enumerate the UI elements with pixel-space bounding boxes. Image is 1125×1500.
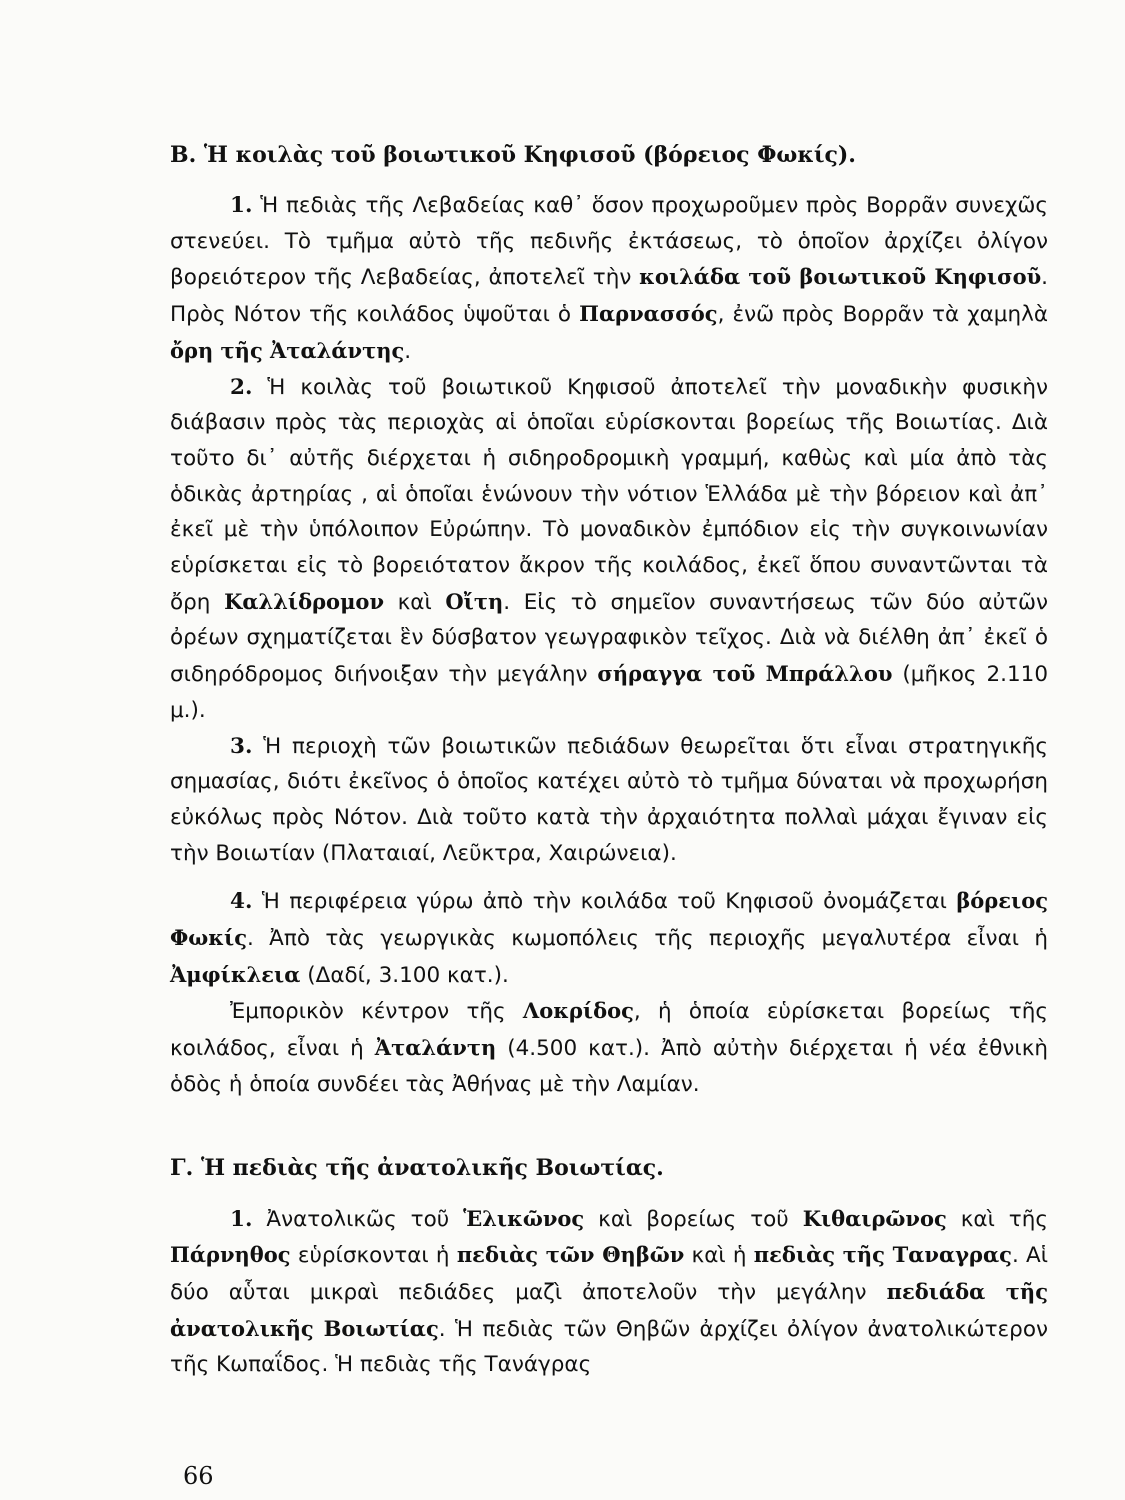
paragraph-number: 1. [230, 193, 253, 218]
bold-term: Ἑλικῶνος [463, 1205, 585, 1231]
text-run: (Δαδί, 3.100 κατ.). [300, 962, 509, 988]
paragraph-number: 2. [230, 374, 253, 400]
bold-term: σήραγγα τοῦ Μπράλλου [597, 661, 893, 687]
bold-term: Πάρνηθος [170, 1242, 291, 1268]
text-run: Ἐμπορικὸν κέντρον τῆς [230, 999, 523, 1025]
text-run: εὑρίσκονται ἡ [290, 1243, 457, 1269]
text-run: . Ἡ πεδιὰς τῶν Θηβῶν ἀρχίζει ὀλίγον ἀνατολικώτερον τῆς Κωπαΐδος. Ἡ πεδιὰς τῆς Τανάγρας [170, 1316, 1048, 1378]
paragraph-gap [170, 871, 1048, 883]
section-b-paragraph-4 [170, 883, 1048, 993]
section-b-paragraph-2 [170, 370, 1048, 729]
text-run: Ἡ περιοχὴ τῶν βοιωτικῶν πεδιάδων θεωρεῖται ὅτι εἶναι στρατηγικῆς σημασίας, διότι ἐκεῖνος ὁ ὁποῖος κατέχει αὐτὸ τὸ τμῆμα δύναται νὰ προχωρήση εὐκόλως πρὸς Νότον. Διὰ τοῦτο κατὰ τὴν ἀρχαιότητα πολλαὶ μάχαι ἔγιναν εἰς τὴν Βοιωτίαν (Πλαταιαί, Λεῦκτρα, Χαιρώνεια). [170, 733, 1048, 866]
text-run: (μῆκος 2.110 μ.). [170, 662, 1048, 723]
section-b-paragraph-3 [170, 729, 1048, 872]
bold-term: πεδιὰς τῶν Θηβῶν [456, 1242, 685, 1268]
text-run: . Εἰς τὸ σημεῖον συναντήσεως τῶν δύο αὐτῶν ὀρέων σχηματίζεται ἓν δύσβατον γεωγραφικὸν τεῖχος. Διὰ νὰ διέλθη ἀπ᾽ ἐκεῖ ὁ σιδηρόδρομος διήνοιξαν τὴν μεγάλην [170, 589, 1048, 688]
page-number: 66 [183, 1462, 214, 1490]
text-run: καὶ τῆς [946, 1206, 1048, 1232]
text-run: , ἡ ὁποία εὑρίσκεται βορείως τῆς κοιλάδος, εἶναι ἡ [170, 999, 1048, 1062]
bold-term: Ἀταλάντη [374, 1035, 497, 1061]
text-run: Ἡ πεδιὰς τῆς Λεβαδείας καθ᾽ ὅσον προχωροῦμεν πρὸς Βορρᾶν συνεχῶς στενεύει. Τὸ τμῆμα αὐτὸ τῆς πεδινῆς ἐκτάσεως, τὸ ὁποῖον ἀρχίζει ὀλίγον βορειότερον τῆς Λεβαδείας, ἀποτελεῖ τὴν [170, 193, 1048, 291]
section-b-heading: Β. Ἡ κοιλὰς τοῦ βοιωτικοῦ Κηφισοῦ (βόρειος Φωκίς). [170, 142, 856, 168]
text-run: Ἀνατολικῶς τοῦ [252, 1206, 464, 1232]
bold-term: Καλλίδρομον [224, 588, 385, 614]
section-b-paragraph-5 [170, 993, 1048, 1102]
section-g-heading: Γ. Ἡ πεδιὰς τῆς ἀνατολικῆς Βοιωτίας. [170, 1154, 664, 1181]
page-content [170, 142, 1048, 1383]
bold-term: Κιθαιρῶνος [802, 1205, 947, 1231]
text-run: . Αἱ δύο αὗται μικραὶ πεδιάδες μαζὶ ἀποτελοῦν τὴν μεγάλην [170, 1243, 1048, 1305]
bold-term: Ἀμφίκλεια [170, 961, 301, 987]
bold-term: Παρνασσός [579, 301, 718, 327]
section-g-paragraph-1 [170, 1201, 1048, 1384]
paragraph-number: 4. [230, 889, 253, 915]
text-run: . Ἀπὸ τὰς γεωργικὰς κωμοπόλεις τῆς περιοχῆς μεγαλυτέρα εἶναι ἡ [246, 926, 1048, 952]
bold-term: Λοκρίδος [522, 998, 634, 1024]
text-run: Ἡ περιφέρεια γύρω ἀπὸ τὴν κοιλάδα τοῦ Κηφισοῦ ὀνομάζεται [252, 889, 957, 915]
bold-term: κοιλάδα τοῦ βοιωτικοῦ Κηφισοῦ [639, 264, 1042, 290]
text-run: , ἐνῶ πρὸς Βορρᾶν τὰ χαμηλὰ [717, 302, 1048, 328]
text-run: Ἡ κοιλὰς τοῦ βοιωτικοῦ Κηφισοῦ ἀποτελεῖ τὴν μοναδικὴν φυσικὴν διάβασιν πρὸς τὰς περιοχὰς αἱ ὁποῖαι εὑρίσκονται βορείως τῆς Βοιωτίας. Διὰ τοῦτο δι᾽ αὐτῆς διέρχεται ἡ σιδηροδρομικὴ γραμμή, καθὼς καὶ μία ἀπὸ τὰς ὁδικὰς ἀρτηρίας , αἱ ὁποῖαι ἑνώνουν τὴν νότιον Ἑλλάδα μὲ τὴν βόρειον καὶ ἀπ᾽ ἐκεῖ μὲ τὴν ὑπόλοιπον Εὐρώπην. Τὸ μοναδικὸν ἐμπόδιον εἰς τὴν συγκοινωνίαν εὑρίσκεται εἰς τὸ βορειότατον ἄκρον τῆς κοιλάδος, ἐκεῖ ὅπου συναντῶνται τὰ ὄρη [170, 374, 1048, 615]
text-run: (4.500 κατ.). Ἀπὸ αὐτὴν διέρχεται ἡ νέα ἐθνικὴ ὁδὸς ἡ ὁποία συνδέει τὰς Ἀθήνας μὲ τὴν Λαμίαν. [170, 1036, 1049, 1097]
bold-term: πεδιὰς τῆς Ταναγρας [753, 1242, 1012, 1268]
paragraph-number: 3. [230, 733, 253, 759]
paragraph-number: 1. [230, 1206, 253, 1232]
bold-term: βόρειος Φωκίς [170, 888, 1048, 951]
text-run: καὶ ἡ [684, 1243, 754, 1269]
bold-term: ὄρη τῆς Ἀταλάντης [170, 337, 405, 363]
text-run: . [404, 338, 412, 364]
bold-term: Οἴτη [445, 588, 504, 614]
text-run: καὶ [384, 589, 446, 615]
text-run: καὶ βορείως τοῦ [584, 1206, 803, 1232]
text-run: . Πρὸς Νότον τῆς κοιλάδος ὑψοῦται ὁ [170, 265, 1049, 328]
bold-term: πεδιάδα τῆς ἀνατολικῆς Βοιωτίας [170, 1278, 1048, 1341]
section-b-paragraph-1 [170, 188, 1048, 370]
